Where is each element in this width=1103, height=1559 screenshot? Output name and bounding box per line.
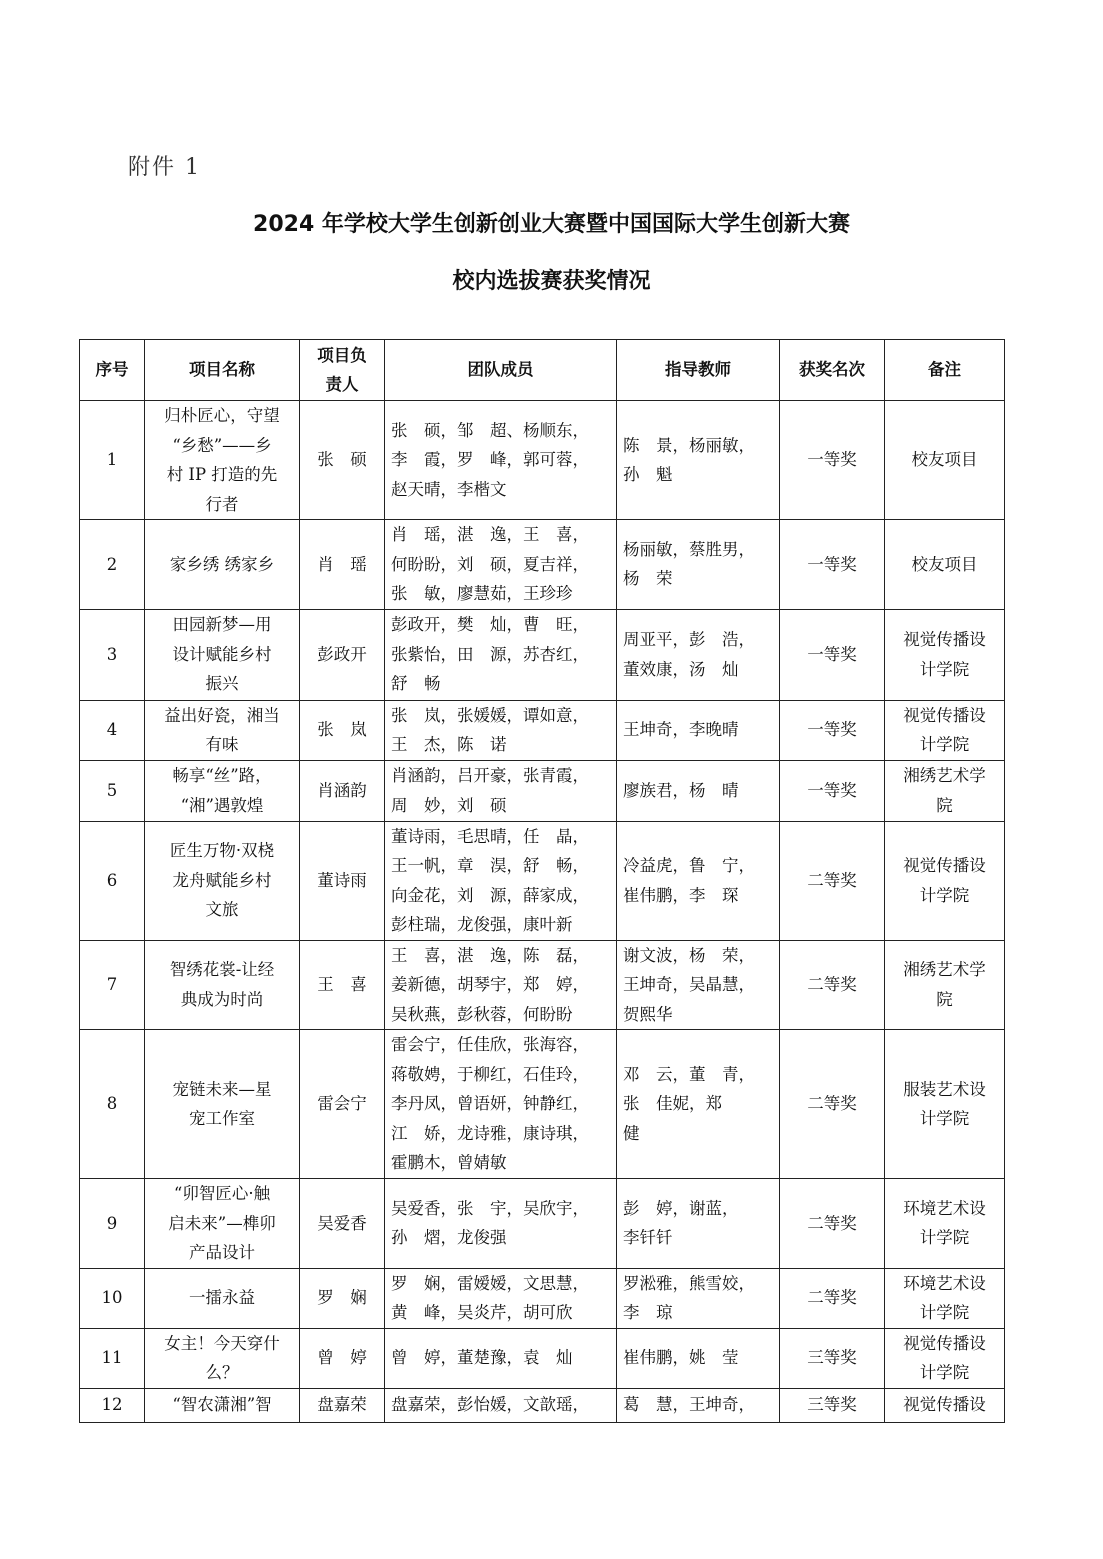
cell-teachers-line: 杨 荣 — [623, 569, 673, 589]
table-row — [80, 821, 1005, 940]
cell-teachers — [617, 1179, 780, 1269]
cell-members-line: 曾 婷，董楚豫，袁 灿 — [391, 1348, 573, 1368]
table-row — [80, 760, 1005, 821]
cell-members-line: 张 岚，张媛媛，谭如意， — [391, 705, 589, 725]
cell-project-line: 宠工作室 — [189, 1109, 255, 1128]
cell-no: 6 — [80, 821, 145, 940]
cell-no: 1 — [80, 401, 145, 520]
table-row — [80, 940, 1005, 1030]
cell-members-line: 彭政开，樊 灿，曹 旺， — [391, 615, 589, 635]
cell-note-line: 计学院 — [919, 659, 970, 679]
cell-members — [385, 821, 617, 940]
cell-teachers — [617, 520, 780, 610]
cell-leader: 董诗雨 — [300, 821, 385, 940]
cell-members — [385, 760, 617, 821]
cell-teachers-line: 崔伟鹏，李 琛 — [623, 885, 739, 905]
cell-teachers-line: 陈 景，杨丽敏， — [623, 435, 755, 455]
cell-project-line: 有味 — [205, 735, 239, 754]
cell-project-line: 振兴 — [205, 674, 239, 694]
cell-project-line: 归朴匠心，守望 — [164, 406, 280, 425]
cell-members — [385, 401, 617, 520]
cell-project — [145, 1388, 300, 1422]
cell-project — [145, 1030, 300, 1179]
cell-project-line: 行者 — [205, 494, 239, 514]
cell-teachers-line: 罗淞雅，熊雪姣， — [623, 1273, 755, 1293]
cell-no: 7 — [80, 940, 145, 1030]
cell-note-line: 视觉传播设 — [903, 856, 986, 875]
cell-members-line: 吴爱香，张 宇，吴欣宇， — [391, 1198, 589, 1218]
cell-members-line: 王 喜，湛 逸，陈 磊， — [391, 945, 589, 965]
cell-members-line: 舒 畅 — [391, 674, 441, 694]
header-leader — [300, 340, 385, 401]
cell-award: 二等奖 — [780, 821, 885, 940]
header-note: 备注 — [885, 340, 1005, 401]
cell-members — [385, 1268, 617, 1328]
cell-leader: 罗 娴 — [300, 1268, 385, 1328]
cell-members-line: 王 杰，陈 诺 — [391, 735, 507, 754]
cell-project-line: 田园新梦—用 — [172, 615, 272, 635]
cell-note — [885, 1328, 1005, 1388]
cell-note-line: 服装艺术设 — [903, 1079, 986, 1099]
cell-note-line: 湘绣艺术学 — [903, 960, 986, 980]
cell-teachers-line: 谢文波，杨 荣， — [623, 945, 755, 965]
cell-members — [385, 1030, 617, 1179]
table-row — [80, 401, 1005, 520]
cell-leader: 肖 瑶 — [300, 520, 385, 610]
cell-project-line: 典成为时尚 — [180, 989, 264, 1009]
cell-no: 8 — [80, 1030, 145, 1179]
header-members: 团队成员 — [385, 340, 617, 401]
cell-teachers-line: 王坤奇，吴晶慧， — [623, 975, 755, 994]
cell-leader: 彭政开 — [300, 609, 385, 700]
cell-leader: 盘嘉荣 — [300, 1388, 385, 1422]
cell-award: 三等奖 — [780, 1388, 885, 1422]
document-subtitle: 校内选拔赛获奖情况 — [452, 269, 651, 294]
cell-members — [385, 1179, 617, 1269]
cell-note-line: 环境艺术设 — [903, 1198, 986, 1218]
cell-award: 一等奖 — [780, 401, 885, 520]
cell-teachers-line: 贺熙华 — [623, 1004, 673, 1024]
cell-award: 二等奖 — [780, 1030, 885, 1179]
cell-no: 10 — [80, 1268, 145, 1328]
cell-members-line: 吴秋燕，彭秋蓉，何盼盼 — [391, 1004, 573, 1024]
cell-members — [385, 520, 617, 610]
header-leader-line2: 责人 — [325, 375, 359, 394]
cell-leader: 张 岚 — [300, 700, 385, 760]
cell-note-line: 计学院 — [919, 1228, 970, 1248]
cell-teachers — [617, 1328, 780, 1388]
cell-note — [885, 821, 1005, 940]
cell-note-line: 计学院 — [919, 1363, 970, 1382]
cell-project-line: “智农潇湘”智 — [172, 1395, 272, 1415]
cell-teachers-line: 张 佳妮，郑 — [623, 1094, 722, 1114]
cell-project — [145, 700, 300, 760]
cell-note — [885, 1388, 1005, 1422]
cell-project-line: 家乡绣 绣家乡 — [169, 554, 275, 574]
cell-members-line: 姜新德，胡琴宇，郑 婷， — [391, 975, 589, 994]
table-row — [80, 609, 1005, 700]
cell-note-line: 校友项目 — [911, 554, 978, 574]
cell-no: 3 — [80, 609, 145, 700]
cell-members-line: 张紫怡，田 源，苏杏红， — [391, 644, 589, 664]
cell-teachers — [617, 1268, 780, 1328]
cell-project-line: 女主！今天穿什 — [164, 1333, 280, 1353]
cell-teachers-line: 葛 慧，王坤奇， — [623, 1395, 755, 1415]
cell-project — [145, 1179, 300, 1269]
cell-members-line: 霍鹏木，曾婧敏 — [391, 1153, 507, 1173]
cell-note — [885, 1030, 1005, 1179]
cell-leader: 王 喜 — [300, 940, 385, 1030]
cell-project-line: 匠生万物·双桡 — [169, 841, 275, 861]
cell-leader: 曾 婷 — [300, 1328, 385, 1388]
cell-award: 一等奖 — [780, 760, 885, 821]
table-row — [80, 1030, 1005, 1179]
cell-note-line: 视觉传播设 — [903, 705, 986, 725]
cell-members-line: 王一帆，章 淏，舒 畅， — [391, 856, 589, 875]
cell-project-line: 智绣花裳-让经 — [169, 960, 275, 980]
cell-members-line: 李 霞，罗 峰，郭可蓉， — [391, 450, 589, 470]
cell-teachers — [617, 700, 780, 760]
cell-project-line: “卯智匠心·触 — [173, 1184, 271, 1203]
cell-teachers — [617, 401, 780, 520]
cell-note — [885, 760, 1005, 821]
cell-project-line: “乡愁”——乡 — [172, 435, 272, 455]
cell-note-line: 院 — [936, 989, 953, 1009]
cell-project — [145, 1268, 300, 1328]
cell-members-line: 盘嘉荣，彭怡媛，文歆瑶， — [391, 1395, 589, 1415]
cell-note — [885, 700, 1005, 760]
cell-note-line: 计学院 — [919, 885, 970, 905]
cell-members-line: 赵天晴，李楷文 — [391, 479, 507, 499]
header-award: 获奖名次 — [780, 340, 885, 401]
cell-leader: 吴爱香 — [300, 1179, 385, 1269]
header-project: 项目名称 — [145, 340, 300, 401]
cell-award: 一等奖 — [780, 700, 885, 760]
cell-note-line: 环境艺术设 — [903, 1273, 986, 1293]
cell-teachers-line: 李钎钎 — [623, 1228, 673, 1248]
cell-project-line: 宠链未来—星 — [172, 1079, 272, 1099]
cell-note-line: 计学院 — [919, 735, 970, 754]
cell-members-line: 向金花，刘 源，薛家成， — [391, 885, 589, 905]
document-title: 2024 年学校大学生创新创业大赛暨中国国际大学生创新大赛 — [253, 212, 850, 237]
cell-project-line: 产品设计 — [189, 1243, 255, 1262]
cell-project — [145, 940, 300, 1030]
cell-teachers-line: 王坤奇，李晚晴 — [623, 720, 739, 740]
cell-members-line: 黄 峰，吴炎芹，胡可欣 — [391, 1303, 573, 1322]
cell-teachers-line: 彭 婷，谢蓝， — [623, 1198, 739, 1218]
cell-leader: 雷会宁 — [300, 1030, 385, 1179]
cell-note-line: 计学院 — [919, 1303, 970, 1322]
cell-teachers — [617, 760, 780, 821]
cell-note — [885, 401, 1005, 520]
cell-teachers — [617, 821, 780, 940]
cell-members-line: 雷会宁，任佳欣，张海容， — [391, 1035, 589, 1055]
cell-note — [885, 940, 1005, 1030]
cell-members — [385, 609, 617, 700]
cell-members-line: 张 硕，邹 超、杨顺东， — [391, 420, 589, 440]
cell-teachers-line: 孙 魁 — [623, 465, 673, 484]
cell-project — [145, 520, 300, 610]
cell-teachers — [617, 940, 780, 1030]
cell-members-line: 彭柱瑞，龙俊强，康叶新 — [391, 915, 573, 934]
cell-project-line: 益出好瓷，湘当 — [164, 705, 280, 725]
cell-note-line: 视觉传播设 — [903, 630, 986, 649]
table-row — [80, 520, 1005, 610]
cell-teachers — [617, 1388, 780, 1422]
cell-members — [385, 1388, 617, 1422]
cell-note-line: 计学院 — [919, 1109, 970, 1128]
table-row — [80, 1268, 1005, 1328]
cell-note-line: 校友项目 — [911, 450, 978, 470]
cell-project-line: 文旅 — [205, 900, 239, 920]
cell-award: 二等奖 — [780, 940, 885, 1030]
cell-project-line: 一擂永益 — [189, 1288, 255, 1308]
cell-members-line: 肖 瑶，湛 逸，王 喜， — [391, 525, 589, 544]
cell-award: 一等奖 — [780, 520, 885, 610]
cell-members — [385, 940, 617, 1030]
cell-teachers-line: 邓 云，董 青， — [623, 1064, 755, 1084]
awards-table — [79, 339, 1005, 1423]
cell-no: 2 — [80, 520, 145, 610]
cell-members-line: 何盼盼，刘 硕，夏吉祥， — [391, 554, 589, 574]
cell-project — [145, 609, 300, 700]
table-body — [80, 401, 1005, 1423]
cell-no: 5 — [80, 760, 145, 821]
cell-teachers — [617, 609, 780, 700]
cell-project-line: 启未来”—榫卯 — [168, 1213, 276, 1233]
cell-leader: 肖涵韵 — [300, 760, 385, 821]
header-no: 序号 — [80, 340, 145, 401]
cell-members-line: 罗 娴，雷嫒嫒，文思慧， — [391, 1273, 589, 1293]
cell-note-line: 视觉传播设 — [903, 1395, 986, 1415]
header-teachers: 指导教师 — [617, 340, 780, 401]
cell-note — [885, 520, 1005, 610]
table-row — [80, 1388, 1005, 1422]
cell-no: 11 — [80, 1328, 145, 1388]
cell-note-line: 院 — [936, 795, 953, 815]
cell-award: 二等奖 — [780, 1179, 885, 1269]
cell-project-line: 村 IP 打造的先 — [166, 465, 278, 484]
cell-teachers — [617, 1030, 780, 1179]
cell-project — [145, 760, 300, 821]
cell-leader: 张 硕 — [300, 401, 385, 520]
cell-members-line: 董诗雨，毛思晴，任 晶， — [391, 826, 589, 846]
cell-project — [145, 1328, 300, 1388]
cell-teachers-line: 董效康，汤 灿 — [623, 659, 739, 679]
cell-note-line: 视觉传播设 — [903, 1333, 986, 1353]
cell-project-line: 畅享“丝”路， — [172, 766, 272, 785]
cell-teachers-line: 健 — [623, 1123, 640, 1143]
cell-members-line: 蒋敬娉，于柳红，石佳玲， — [391, 1064, 589, 1084]
cell-no: 9 — [80, 1179, 145, 1269]
cell-teachers-line: 杨丽敏，蔡胜男， — [623, 539, 755, 559]
cell-note — [885, 609, 1005, 700]
table-header-row — [80, 340, 1005, 401]
header-leader-line1: 项目负 — [317, 345, 367, 365]
table-row — [80, 1179, 1005, 1269]
cell-teachers-line: 冷益虎，鲁 宁， — [623, 856, 755, 875]
cell-members-line: 李丹凤，曾语妍，钟静红， — [391, 1094, 589, 1114]
cell-teachers-line: 李 琼 — [623, 1303, 673, 1322]
cell-award: 一等奖 — [780, 609, 885, 700]
cell-note — [885, 1268, 1005, 1328]
cell-members — [385, 1328, 617, 1388]
cell-note-line: 湘绣艺术学 — [903, 766, 986, 785]
cell-members — [385, 700, 617, 760]
cell-members-line: 周 妙，刘 硕 — [391, 795, 507, 815]
cell-teachers-line: 周亚平，彭 浩， — [623, 630, 755, 649]
cell-members-line: 张 敏，廖慧茹，王珍珍 — [391, 584, 573, 603]
cell-members-line: 肖涵韵，吕开豪，张青霞， — [391, 766, 589, 785]
cell-project-line: “湘”遇敦煌 — [180, 795, 264, 815]
cell-teachers-line: 崔伟鹏，姚 莹 — [623, 1348, 739, 1368]
attachment-label: 附件 1 — [128, 155, 201, 180]
cell-members-line: 孙 熠，龙俊强 — [391, 1228, 507, 1248]
cell-members-line: 江 娇，龙诗雅，康诗琪， — [391, 1123, 589, 1143]
cell-project — [145, 401, 300, 520]
cell-project-line: 么？ — [205, 1363, 239, 1382]
cell-no: 4 — [80, 700, 145, 760]
cell-project-line: 龙舟赋能乡村 — [172, 870, 272, 890]
cell-teachers-line: 廖族君，杨 晴 — [623, 780, 739, 800]
table-row — [80, 1328, 1005, 1388]
cell-award: 三等奖 — [780, 1328, 885, 1388]
cell-project-line: 设计赋能乡村 — [172, 644, 272, 664]
cell-no: 12 — [80, 1388, 145, 1422]
cell-project — [145, 821, 300, 940]
table-row — [80, 700, 1005, 760]
cell-award: 二等奖 — [780, 1268, 885, 1328]
cell-note — [885, 1179, 1005, 1269]
